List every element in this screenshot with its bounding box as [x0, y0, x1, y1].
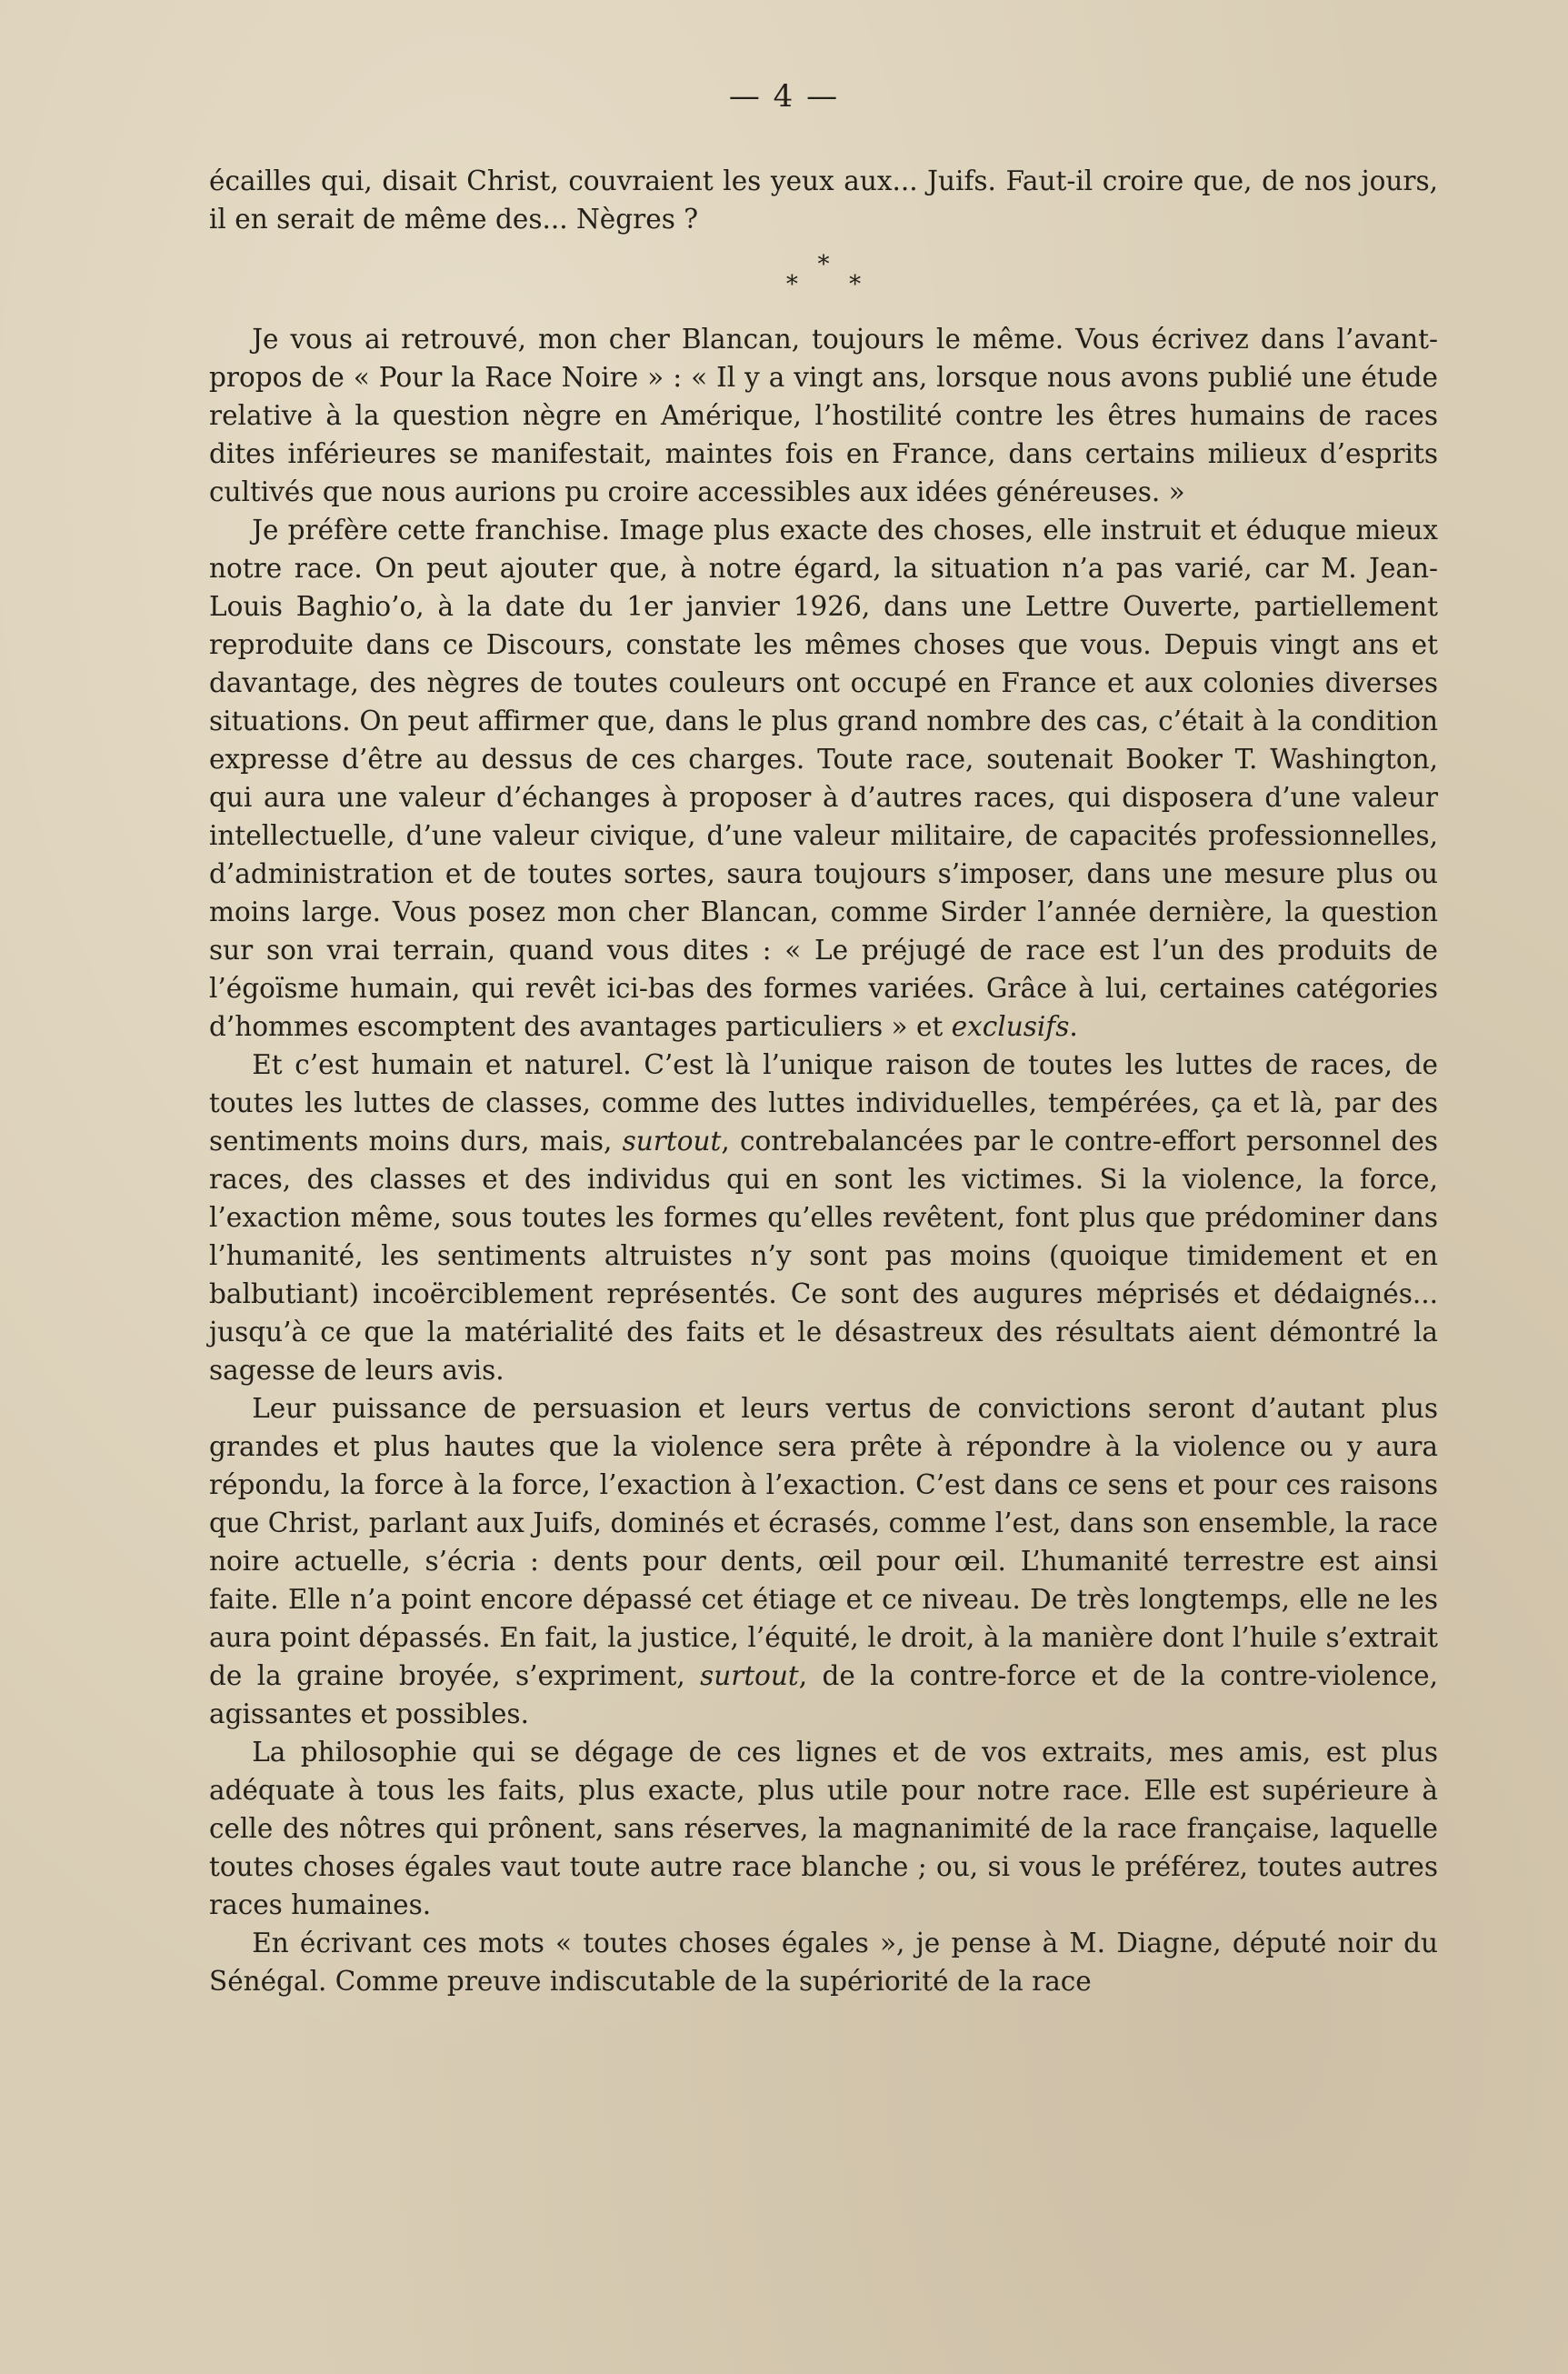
paragraph-2-italic: exclusifs: [951, 1011, 1070, 1042]
paragraph-3-italic: surtout: [622, 1126, 722, 1157]
paragraph-2: [209, 511, 1438, 1046]
paragraph-4-italic: surtout: [700, 1660, 799, 1691]
paragraph-6: En écrivant ces mots « toutes choses égales », je pense à M. Diagne, député noir du Sénégal. Comme preuve indiscutable de la supériorité de la race: [209, 1928, 1438, 1997]
paragraph-1: Je vous ai retrouvé, mon cher Blancan, toujours le même. Vous écrivez dans l’avant-propos de « Pour la Race Noire » : « Il y a vingt ans, lorsque nous avons publié une étude relative à la question nègre en Amérique, l’hostilité contre les êtres humains de races dites inférieures se manifestait, maintes fois en France, dans certains milieux d’esprits cultivés que nous aurions pu croire accessibles aux idées généreuses. »: [209, 324, 1438, 507]
paragraph-4-text-b: , de la contre-force et de la contre-violence, agissantes et possibles.: [209, 1660, 1438, 1729]
paragraph-3-text-a: Et c’est humain et naturel. C’est là l’unique raison de toutes les luttes de races, de toutes les luttes de classes, comme des luttes individuelles, tempérées, ça et là, par des sentiments moins durs, mais,: [209, 1049, 1438, 1157]
paragraph-5: La philosophie qui se dégage de ces lignes et de vos extraits, mes amis, est plus adéquate à tous les faits, plus exacte, plus utile pour notre race. Elle est supérieure à celle des nôtres qui prônent, sans réserves, la magnanimité de la race française, laquelle toutes choses égales vaut toute autre race blanche ; ou, si vous le préférez, toutes autres races humaines.: [209, 1737, 1438, 1920]
paragraph-3: [209, 1046, 1438, 1389]
paragraph-4-text-a: Leur puissance de persuasion et leurs vertus de convictions seront d’autant plus grandes et plus hautes que la violence sera prête à répondre à la violence ou y aura répondu, la force à la force, l’exaction à l’exaction. C’est dans ce sens et pour ces raisons que Christ, parlant aux Juifs, dominés et écrasés, comme l’est, dans son ensemble, la race noire actuelle, s’écria : dents pour dents, œil pour œil. L’humanité terrestre est ainsi faite. Elle n’a point encore dépassé cet étiage et ce niveau. De très longtemps, elle ne les aura point dépassés. En fait, la justice, l’équité, le droit, à la manière dont l’huile s’extrait de la graine broyée, s’expriment,: [209, 1393, 1438, 1691]
page-number: — 4 —: [728, 78, 840, 115]
section-separator-asterism: [209, 238, 1438, 320]
paragraph-4: [209, 1389, 1438, 1733]
asterism-bottom: * *: [785, 271, 884, 298]
paragraph-2-text: Je préfère cette franchise. Image plus exacte des choses, elle instruit et éduque mieux notre race. On peut ajouter que, à notre égard, la situation n’a pas varié, car M. Jean-Louis Baghio’o, à la date du 1er janvier 1926, dans une Lettre Ouverte, partiellement reproduite dans ce Discours, constate les mêmes choses que vous. Depuis vingt ans et davantage, des nègres de toutes couleurs ont occupé en France et aux colonies diverses situations. On peut affirmer que, dans le plus grand nombre des cas, c’était à la condition expresse d’être au dessus de ces charges. Toute race, soutenait Booker T. Washington, qui aura une valeur d’échanges à proposer à d’autres races, qui disposera d’une valeur intellectuelle, d’une valeur civique, d’une valeur militaire, de capacités professionnelles, d’administration et de toutes sortes, saura toujours s’imposer, dans une mesure plus ou moins large. Vous posez mon cher Blancan, comme Sirder l’année dernière, la question sur son vrai terrain, quand vous dites : « Le préjugé de race est l’un des produits de l’égoïsme humain, qui revêt ici-bas des formes variées. Grâce à lui, certaines catégories d’hommes escomptent des avantages particuliers » et: [209, 515, 1438, 1042]
asterism-top: *: [817, 251, 830, 278]
paragraph-continuation: écailles qui, disait Christ, couvraient les yeux aux... Juifs. Faut-il croire que, de nos jours, il en serait de même des... Nègres ?: [209, 165, 1438, 235]
paragraph-3-text-b: , contrebalancées par le contre-effort personnel des races, des classes et des individus qui en sont les victimes. Si la violence, la force, l’exaction même, sous toutes les formes qu’elles revêtent, font plus que prédominer dans l’humanité, les sentiments altruistes n’y sont pas moins (quoique timidement et en balbutiant) incoërciblement représentés. Ce sont des augures méprisés et dédaignés... jusqu’à ce que la matérialité des faits et le désastreux des résultats aient démontré la sagesse de leurs avis.: [209, 1126, 1438, 1386]
paragraph-2-end: .: [1069, 1011, 1078, 1042]
body-text: [209, 162, 1438, 2000]
